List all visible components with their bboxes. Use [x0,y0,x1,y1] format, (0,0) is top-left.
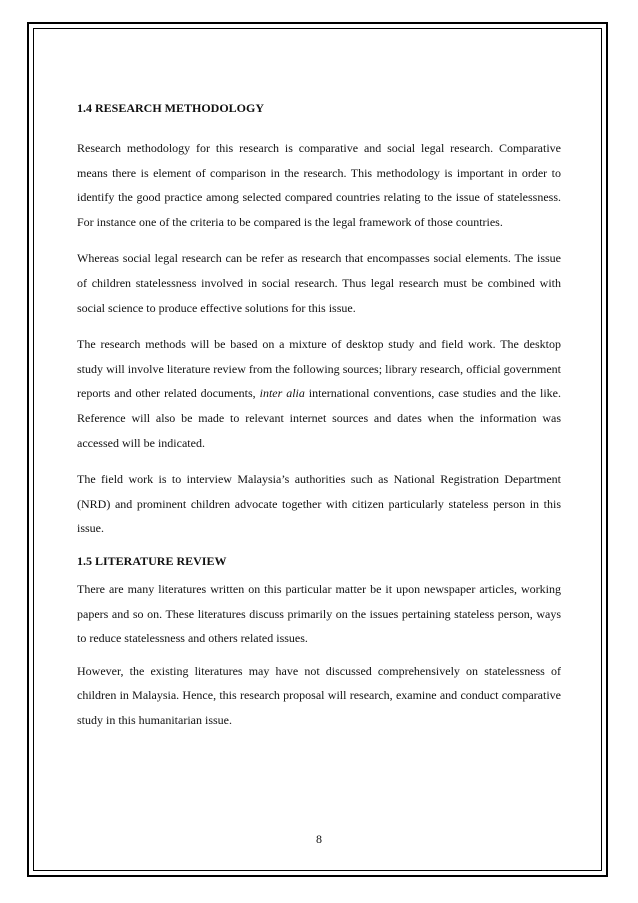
paragraph-literatures-gap: However, the existing literatures may have not discussed comprehensively on statelessness of children in Malaysia. Hence, this research proposal will research, examine and conduct comparative study in this humanitarian issue. [77,663,561,727]
document-body [77,100,561,732]
section-heading-research-methodology: 1.4 RESEARCH METHODOLOGY [77,101,265,115]
page-number: 8 [316,832,322,846]
paragraph-field-work: The field work is to interview Malaysia’s authorities such as National Registration Department (NRD) and prominent children advocate together with citizen particularly stateless person in this issue. [77,472,561,536]
section-heading-literature-review: 1.5 LITERATURE REVIEW [77,553,227,568]
methods-text-part-1: The research methods will be based on a mixture of desktop study and field work. The desktop study will involve literature review from the following sources; library research, official government reports and other related documents, [77,337,561,401]
methods-text-italic-inter-alia: inter alia [259,386,305,401]
paragraph-social-legal-research: Whereas social legal research can be refer as research that encompasses social elements. The issue of children statelessness involved in social research. Thus legal research must be combined with social science to produce effective solutions for this issue. [77,251,561,315]
paragraph-research-methods [77,332,561,455]
paragraph-methodology-intro: Research methodology for this research is comparative and social legal research. Comparative means there is element of comparison in the research. This methodology is important in order to identify the good practice among selected compared countries relating to the issue of statelessness. For instance one of the criteria to be compared is the legal framework of those countries. [77,141,561,229]
methods-text-part-2: international conventions, case studies and the like. Reference will also be made to relevant internet sources and dates when the information was accessed will be indicated. [77,386,561,450]
paragraph-literatures-overview: There are many literatures written on this particular matter be it upon newspaper articles, working papers and so on. These literatures discuss primarily on the issues pertaining stateless person, ways to reduce statelessness and others related issues. [77,581,561,646]
